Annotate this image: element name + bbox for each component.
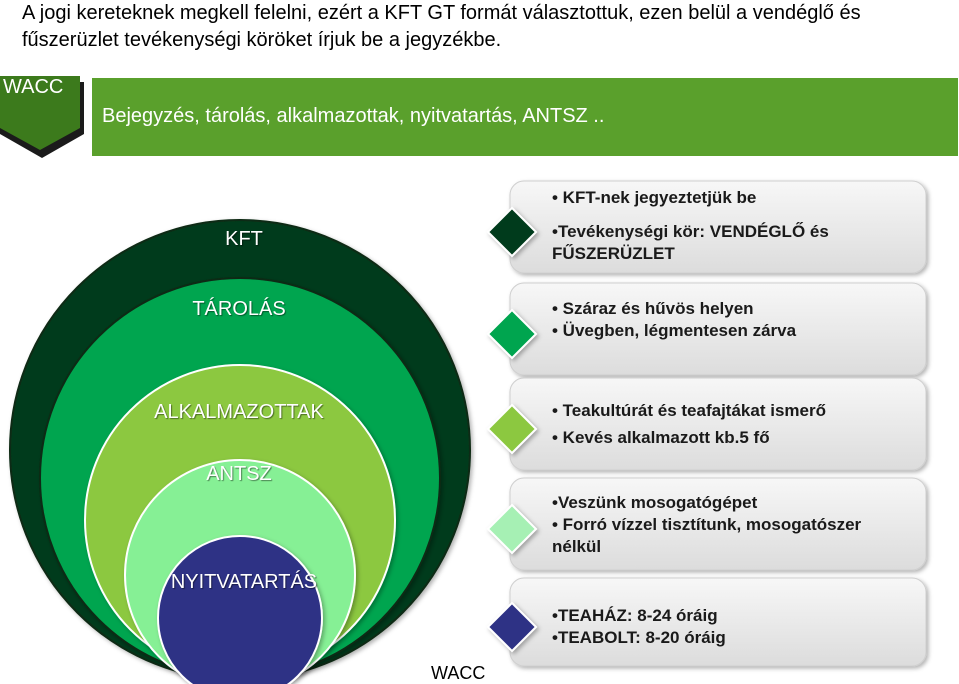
box-text-alkalmazottak [552,400,912,449]
box-line: FŰSZERÜZLET [552,244,675,263]
ring-label-antsz: ANTSZ [206,463,272,485]
box-line: nélkül [552,537,602,556]
box-line: • KFT-nek jegyeztetjük be [552,188,757,207]
box-line: •Veszünk mosogatógépet [552,493,758,512]
box-text-nyitvatartas [552,605,912,649]
box-line: • Üvegben, légmentesen zárva [552,321,797,340]
box-line: • Teakultúrát és teafajtákat ismerő [552,401,826,420]
ring-label-alkalmazottak: ALKALMAZOTTAK [154,401,324,423]
ring-label-kft: KFT [225,228,263,250]
ring-label-nyitvatartas: NYITVATARTÁS [170,571,318,593]
box-text-tarolas [552,298,912,342]
ring-5 [158,536,322,684]
banner-text: Bejegyzés, tárolás, alkalmazottak, nyitvatartás, ANTSZ .. [102,105,605,127]
nested-circles [10,220,470,684]
box-line: • Száraz és hűvös helyen [552,299,754,318]
box-text-antsz [552,492,912,558]
box-text-kft [552,187,912,265]
footer-label: WACC [431,663,486,683]
intro-text: A jogi kereteknek megkell felelni, ezért a KFT GT formát választottuk, ezen belül a vendéglő és fűszerüzlet tevékenységi köröket írjuk be a jegyzékbe. [22,2,861,51]
box-line: • Forró vízzel tisztítunk, mosogatószer [552,515,862,534]
box-line: •Tevékenységi kör: VENDÉGLŐ és [552,222,829,241]
ring-label-tarolas: TÁROLÁS [192,298,286,320]
box-line: • Kevés alkalmazott kb.5 fő [552,428,770,447]
box-line: •TEAHÁZ: 8-24 óráig [552,606,718,625]
box-line: •TEABOLT: 8-20 óráig [552,628,726,647]
wacc-tag-label: WACC [3,76,64,98]
